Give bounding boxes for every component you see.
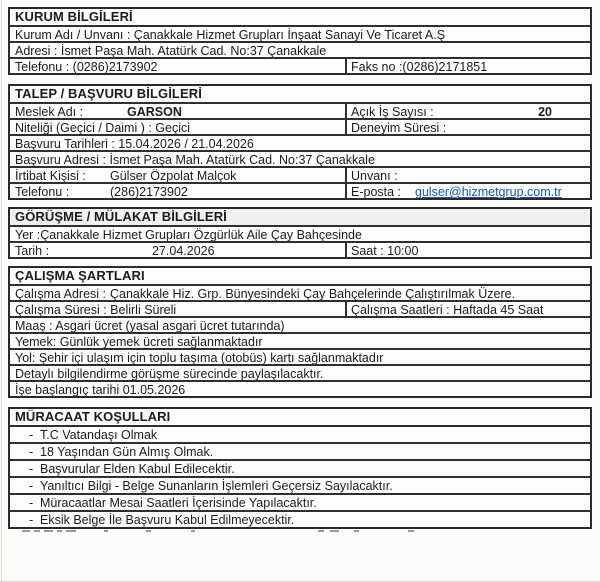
- field-meslek: [10, 104, 347, 118]
- row-meslek-acikis: [10, 102, 590, 118]
- row-irtibat-unvan: [10, 166, 590, 182]
- kosul-text: Eksik Belge İle Başvuru Kabul Edilmeyecektir.: [40, 513, 295, 527]
- field-basvuru-tarihleri: Başvuru Tarihleri : 15.04.2026 / 21.04.2026: [10, 134, 590, 150]
- row-tarih-saat: [10, 241, 590, 257]
- field-basvuru-adresi: Başvuru Adresi : İsmet Paşa Mah. Atatürk Cad. No:37 Çanakkale: [10, 150, 590, 166]
- field-ise-baslangic: İşe başlangıç tarihi 01.05.2026: [10, 380, 590, 396]
- acik-is-value: 20: [538, 105, 552, 118]
- bullet-dash: -: [29, 462, 34, 476]
- field-calisma-saatleri: Çalışma Saatleri : Haftada 45 Saat: [351, 303, 544, 316]
- section-talep-basvuru: [8, 84, 592, 200]
- field-kurum-adi: Kurum Adı / Unvanı : Çanakkale Hizmet Grupları İnşaat Sanayi Ve Ticaret A.Ş: [10, 25, 590, 41]
- section-muracaat-kosullari: [8, 407, 592, 529]
- list-item: [10, 425, 590, 442]
- field-yol: Yol: Şehir içi ulaşım için toplu taşıma (otobüs) kartı sağlanmaktadır: [10, 348, 590, 364]
- bullet-dash: -: [29, 428, 34, 442]
- row-telefon-faks: [10, 57, 590, 73]
- bullet-dash: -: [29, 445, 34, 459]
- field-eposta: [347, 184, 590, 198]
- field-deneyim: Deneyim Süresi :: [351, 121, 447, 134]
- section-title-calisma: ÇALIŞMA ŞARTLARI: [15, 268, 145, 283]
- field-talep-telefon: [10, 184, 347, 198]
- field-irtibat: [10, 168, 347, 182]
- section-kurum-bilgileri: [8, 7, 592, 75]
- list-item: [10, 476, 590, 493]
- field-yemek: Yemek: Günlük yemek ücreti sağlanmaktadır: [10, 332, 590, 348]
- eposta-label: E-posta :: [351, 185, 402, 198]
- irtibat-label: İrtibat Kişisi :: [15, 169, 86, 182]
- list-item: [10, 459, 590, 476]
- field-unvan: Unvanı :: [351, 169, 398, 182]
- job-posting-form: [8, 7, 592, 534]
- calisma-adresi-value: Çanakkale Hiz. Grp. Bünyesindeki Çay Bahçelerinde Çalıştırılmak Üzere.: [110, 287, 516, 300]
- section-title-gorusme: GÖRÜŞME / MÜLAKAT BİLGİLERİ: [10, 209, 590, 225]
- tarih-label: Tarih :: [15, 244, 50, 257]
- kosul-text: 18 Yaşından Gün Almış Olmak.: [40, 445, 214, 459]
- bullet-dash: -: [29, 496, 34, 510]
- row-sure-saatler: [10, 300, 590, 316]
- section-title-kurum: KURUM BİLGİLERİ: [15, 9, 133, 24]
- row-nitelik-deneyim: [10, 118, 590, 134]
- scan-edge-left: [1, 0, 2, 582]
- field-calisma-suresi: Çalışma Süresi : Belirli Süreli: [10, 302, 347, 316]
- field-calisma-adresi: [10, 284, 590, 300]
- kosul-text: Yanıltıcı Bilgi - Belge Sunanların İşlemleri Geçersiz Sayılacaktır.: [40, 479, 393, 493]
- list-item: [10, 510, 590, 527]
- calisma-adresi-label: Çalışma Adresi :: [15, 287, 107, 300]
- field-detayli-bilgi: Detaylı bilgilendirme görüşme sürecinde paylaşılacaktır.: [10, 364, 590, 380]
- field-maas: Maaş : Asgari ücret (yasal asgari ücret tutarında): [10, 316, 590, 332]
- section-title-muracaat: MÜRACAAT KOŞULLARI: [15, 409, 171, 424]
- eposta-link[interactable]: gulser@hizmetgrup.com.tr: [415, 185, 562, 198]
- field-tarih: [10, 243, 347, 257]
- telefon-value: (286)2173902: [110, 185, 188, 198]
- list-item: [10, 442, 590, 459]
- section-calisma-sartlari: [8, 266, 592, 398]
- acik-is-label: Açık İş Sayısı :: [351, 105, 434, 118]
- list-item: [10, 493, 590, 510]
- kosul-text: T.C Vatandaşı Olmak: [40, 428, 158, 442]
- field-yer: Yer :Çanakkale Hizmet Grupları Özgürlük Aile Çay Bahçesinde: [10, 225, 590, 241]
- meslek-value: GARSON: [127, 105, 182, 118]
- row-telefon-eposta: [10, 182, 590, 198]
- field-kurum-adres: Adresi : İsmet Paşa Mah. Atatürk Cad. No:37 Çanakkale: [10, 41, 590, 57]
- meslek-label: Meslek Adı :: [15, 105, 84, 118]
- bullet-dash: -: [29, 479, 34, 493]
- field-kurum-telefon: Telefonu : (0286)2173902: [10, 59, 347, 73]
- cutoff-row-remnant: [16, 529, 584, 534]
- field-saat: Saat : 10:00: [351, 244, 419, 257]
- field-nitelik: Niteliği (Geçici / Daimi ) : Geçici: [10, 120, 347, 134]
- bullet-dash: -: [29, 513, 34, 527]
- section-title-talep: TALEP / BAŞVURU BİLGİLERİ: [15, 86, 202, 101]
- kosul-text: Müracaatlar Mesai Saatleri İçerisinde Yapılacaktır.: [40, 496, 317, 510]
- section-gorusme-mulakat: [8, 207, 592, 259]
- field-acik-is: [347, 104, 590, 118]
- kosul-text: Başvurular Elden Kabul Edilecektir.: [40, 462, 235, 476]
- telefon-label: Telefonu :: [15, 185, 70, 198]
- field-kurum-faks: Faks no :(0286)2171851: [351, 60, 488, 73]
- irtibat-value: Gülser Özpolat Malçok: [110, 169, 237, 182]
- tarih-value: 27.04.2026: [152, 244, 215, 257]
